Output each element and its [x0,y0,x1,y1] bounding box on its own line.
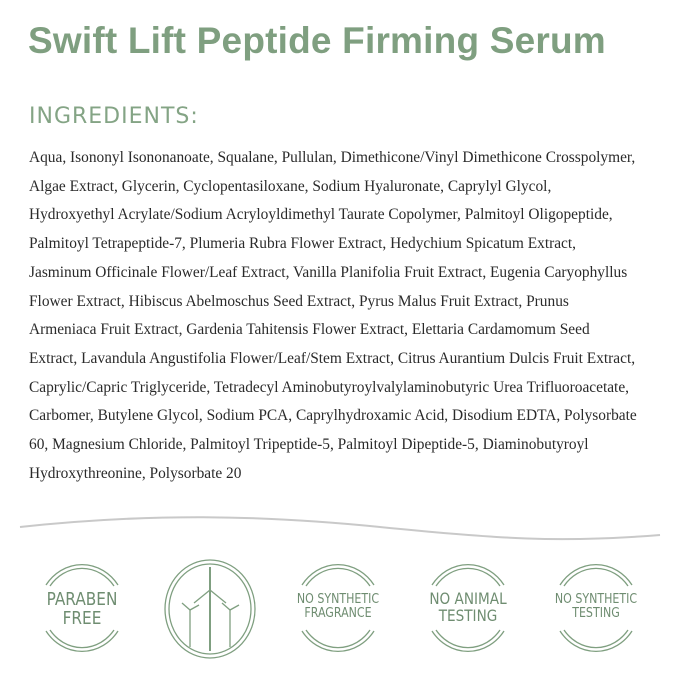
eco-energy-badge [162,555,258,659]
badge-text [547,593,646,620]
ingredients-heading: INGREDIENTS: [29,104,199,129]
badge-line: FRAGRANCE [304,605,372,621]
badge-text [33,591,132,629]
badge-line: FREE [62,607,102,629]
ingredients-line: Hydroxythreonine, Polysorbate 20 [29,464,242,482]
ingredients-line: Hydroxyethyl Acrylate/Sodium Acryloyldimethyl Taurate Copolymer, Palmitoyl Oligopeptide, [29,206,613,224]
badge-row [0,555,679,665]
no-synthetic-testing-badge [548,555,644,659]
product-title: Swift Lift Peptide Firming Serum [28,20,606,61]
ingredients-line: 60, Magnesium Chloride, Palmitoyl Tripeptide-5, Palmitoyl Dipeptide-5, Diaminobutyroyl [29,436,589,454]
no-animal-testing-badge [420,555,516,659]
ingredients-line: Aqua, Isononyl Isononanoate, Squalane, Pullulan, Dimethicone/Vinyl Dimethicone Crosspolymer, [29,149,636,166]
badge-line: NO ANIMAL [429,589,507,608]
ingredients-line: Algae Extract, Glycerin, Cyclopentasiloxane, Sodium Hyaluronate, Caprylyl Glycol, [29,177,552,195]
badge-line: PARABEN [46,589,118,610]
ingredients-line: Jasminum Officinale Flower/Leaf Extract, Vanilla Planifolia Fruit Extract, Eugenia Caryophyllus [29,263,628,281]
no-synthetic-fragrance-badge [290,555,386,659]
badge-text [289,593,388,620]
wave-divider [0,505,679,555]
badge-line: TESTING [438,605,498,625]
badge-line: NO SYNTHETIC [554,592,638,607]
badge-line: TESTING [572,605,620,621]
ingredients-list [29,144,637,488]
ingredients-line: Carbomer, Butylene Glycol, Sodium PCA, Caprylhydroxamic Acid, Disodium EDTA, Polysorbate [29,407,637,425]
paraben-free-badge [34,555,130,659]
ingredients-line: Palmitoyl Tetrapeptide-7, Plumeria Rubra Flower Extract, Hedychium Spicatum Extract, [29,235,577,253]
badge-line: NO SYNTHETIC [296,592,380,607]
ingredients-line: Flower Extract, Hibiscus Abelmoschus Seed Extract, Pyrus Malus Fruit Extract, Prunus [29,292,569,310]
ingredients-line: Armeniaca Fruit Extract, Gardenia Tahitensis Flower Extract, Elettaria Cardamomum Seed [29,321,590,339]
badge-text [419,591,518,625]
wind-turbine-icon [162,555,258,659]
ingredients-line: Extract, Lavandula Angustifolia Flower/Leaf/Stem Extract, Citrus Aurantium Dulcis Fruit Extract, [29,349,636,367]
ingredients-line: Caprylic/Capric Triglyceride, Tetradecyl Aminobutyroylvalylaminobutyric Urea Trifluoroacetate, [29,378,630,396]
